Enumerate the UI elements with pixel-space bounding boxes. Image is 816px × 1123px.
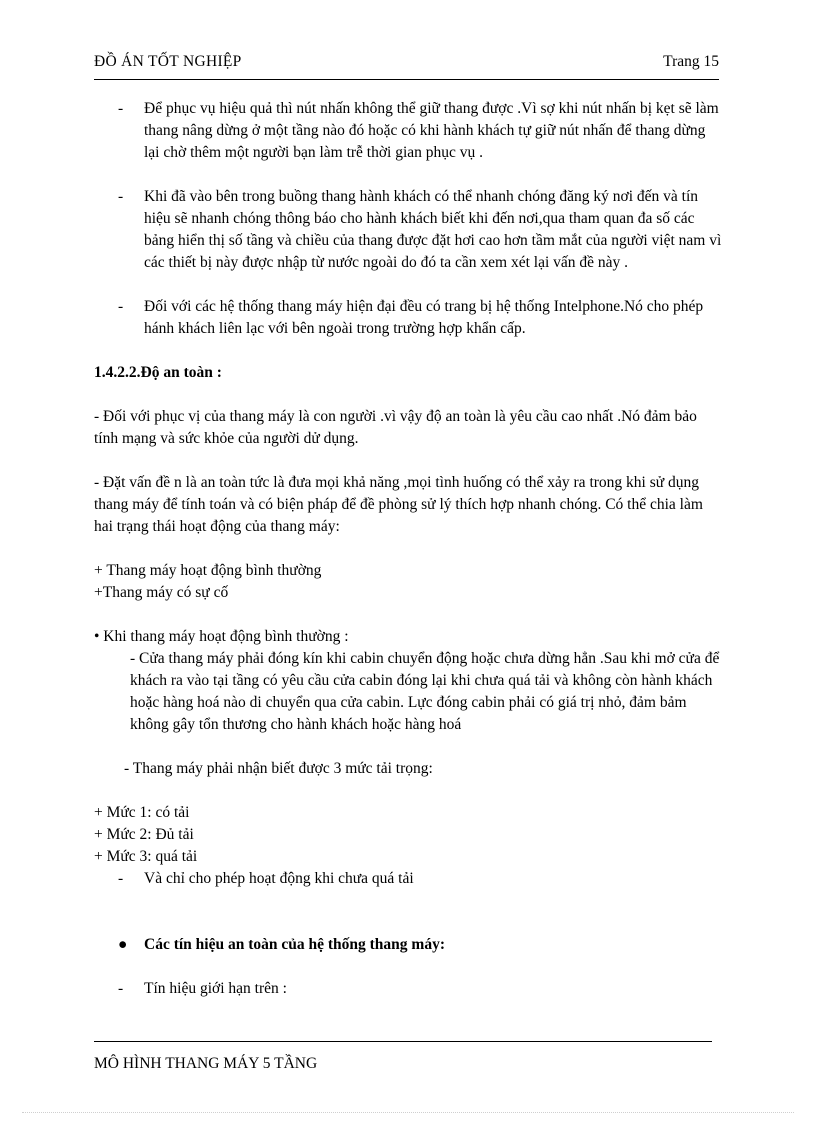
paragraph: - Đối với phục vị của thang máy là con người .vì vậy độ an toàn là yêu cầu cao nhất .Nó đảm bảo tính mạng và sức khỏe của người dử dụng. <box>94 408 697 447</box>
bullet-heading <box>94 934 724 956</box>
level-line: + Mức 2: Đủ tải <box>94 826 194 843</box>
list-item-text: Để phục vụ hiệu quả thì nút nhấn không thể giữ thang được .Vì sợ khi nút nhấn bị kẹt sẽ làm thang nâng dừng ở một tầng nào đó hoặc có khi hành khách tự giữ nút nhấn để thang dừng lại chờ thêm một người bạn làm trễ thời gian phục vụ . <box>144 100 719 161</box>
bullet-icon: ● <box>118 936 128 953</box>
list-item <box>94 98 724 164</box>
list-item-text: Khi đã vào bên trong buồng thang hành khách có thể nhanh chóng đăng ký nơi đến và tín hiệu sẽ nhanh chóng thông báo cho hành khách biết khi đến nơi,qua tham quan đa số các bảng hiển thị số tầng và chiều của thang được đặt hơi cao hơn tầm mắt của người việt nam vì các thiết bị này được nhập từ nước ngoài do đó ta cần xem xét lại vấn đề này . <box>144 188 722 271</box>
list-item <box>94 186 724 274</box>
page-header <box>94 51 719 80</box>
list-item <box>94 868 724 890</box>
level-line: + Mức 3: quá tải <box>94 848 198 865</box>
bullet-heading-text: Các tín hiệu an toàn của hệ thống thang máy: <box>144 936 445 953</box>
section-heading: 1.4.2.2.Độ an toàn : <box>94 364 222 381</box>
footer-divider <box>94 1041 712 1042</box>
paragraph: - Đặt vấn đề n là an toàn tức là đưa mọi khả năng ,mọi tình huống có thể xảy ra trong khi sử dụng thang máy để tính toán và có biện pháp để đề phòng sử lý thích hợp nhanh chóng. Có thể chia làm hai trạng thái hoạt động của thang máy: <box>94 474 703 535</box>
paragraph: - Thang máy phải nhận biết được 3 mức tải trọng: <box>124 760 433 777</box>
header-title: ĐỒ ÁN TỐT NGHIỆP <box>94 53 242 70</box>
dash-marker: - <box>118 188 124 205</box>
list-item <box>94 296 724 340</box>
list-item-text: Và chỉ cho phép hoạt động khi chưa quá tải <box>144 870 414 887</box>
state-line: + Thang máy hoạt động bình thường <box>94 562 322 579</box>
page-number: Trang 15 <box>663 53 719 70</box>
state-line: +Thang máy có sự cố <box>94 584 229 601</box>
list-item-text: Đối với các hệ thống thang máy hiện đại đều có trang bị hệ thống Intelphone.Nó cho phép hánh khách liên lạc với bên ngoài trong trường hợp khẩn cấp. <box>144 298 704 337</box>
dash-marker: - <box>118 870 124 887</box>
bullet-line: • Khi thang máy hoạt động bình thường : <box>94 628 349 645</box>
dash-marker: - <box>118 298 124 315</box>
dash-marker: - <box>118 100 124 117</box>
page-footer: MÔ HÌNH THANG MÁY 5 TẦNG <box>94 1055 318 1072</box>
list-item-text: Tín hiệu giới hạn trên : <box>144 980 287 997</box>
page-edge-divider <box>22 1112 794 1113</box>
dash-marker: - <box>118 980 124 997</box>
list-item <box>94 978 724 1000</box>
paragraph: - Cửa thang máy phải đóng kín khi cabin chuyển động hoặc chưa dừng hẳn .Sau khi mở cửa để khách ra vào tại tầng có yêu cầu cửa cabin đóng lại khi chưa quá tải và không còn hành khách hoặc hàng hoá nào di chuyển qua cửa cabin. Lực đóng cabin phải có giá trị nhỏ, đảm bảm không gây tổn thương cho hành khách hoặc hàng hoá <box>130 650 720 733</box>
page-body <box>94 98 724 1000</box>
level-line: + Mức 1: có tải <box>94 804 190 821</box>
